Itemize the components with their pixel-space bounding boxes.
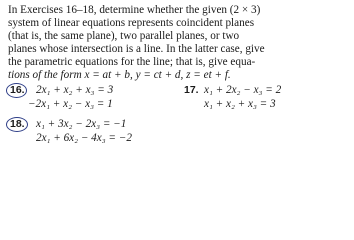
- instruction-line: (that is, the same plane), two parallel planes, or two: [8, 30, 240, 43]
- exercise-18-number: 18.: [10, 118, 25, 130]
- exercise-16-number: 16.: [10, 84, 25, 96]
- exercise-16-equation-1: 2x₁ + x₂ + x₃ = 3: [36, 84, 114, 96]
- instruction-line: system of linear equations represents coincident planes: [8, 17, 255, 30]
- instructions-paragraph: [8, 4, 348, 83]
- exercise-17-equation-1: x₁ + 2x₂ − x₃ = 2: [204, 84, 282, 96]
- exercise-17-equation-2: x₁ + x₂ + x₃ = 3: [204, 98, 276, 110]
- exercise-16-equation-2: −2x₁ + x₂ − x₃ = 1: [28, 98, 113, 110]
- instruction-line: In Exercises 16–18, determine whether the given (2 × 3): [8, 4, 261, 16]
- exercise-18-equation-2: 2x₁ + 6x₂ − 4x₃ = −2: [36, 132, 132, 144]
- instruction-line: the parametric equations for the line; that is, give equa-: [8, 56, 256, 69]
- exercise-17-number: 17.: [184, 84, 199, 96]
- exercise-18-equation-1: x₁ + 3x₂ − 2x₃ = −1: [36, 118, 127, 130]
- instruction-line: planes whose intersection is a line. In the latter case, give: [8, 43, 265, 56]
- instruction-line: tions of the form x = at + b, y = ct + d, z = et + f.: [8, 69, 231, 82]
